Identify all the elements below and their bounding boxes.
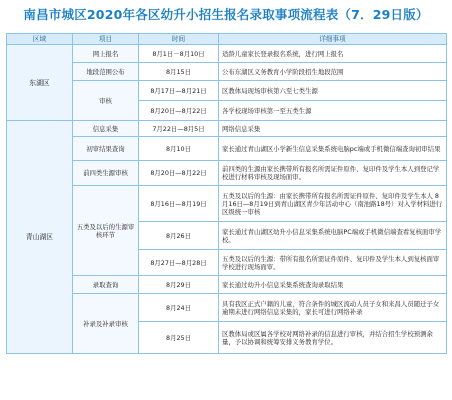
- detail-cell: 家长通过幼升小信息采集系统查询录取结果: [219, 276, 447, 294]
- header-time: 时间: [139, 34, 219, 45]
- time-cell: 8月27日—8月28日: [139, 250, 219, 276]
- time-cell: 8月1日－8月10日: [139, 45, 219, 63]
- header-area: 区域: [7, 34, 73, 45]
- item-cell: 前四类生源审核: [73, 161, 139, 186]
- page-title: 南昌市城区2020年各区幼升小招生报名录取事项流程表（7．29日版）: [23, 7, 429, 22]
- time-cell: 8月29日: [139, 276, 219, 294]
- schedule-table: [6, 33, 447, 354]
- table-row: [7, 81, 447, 101]
- table-row: [7, 121, 447, 137]
- detail-cell: 网络信息采集: [219, 121, 447, 137]
- table-row: [7, 45, 447, 63]
- detail-cell: 五类及以后的生源：由家长携带所有报名所需证件原件、复印件及学生本人 8月16日—8月19日到青山湖区青少年活动中心（南池路18号）对入学材料进行 区级统一审核: [219, 186, 447, 222]
- time-cell: 8月25日: [139, 322, 219, 354]
- table-row: [7, 137, 447, 161]
- detail-cell: 区教体局或区属各学校对网络补录的信息进行审核，并结合招生学校预测余量，予以协调和统筹安排义务教育学位。: [219, 322, 447, 354]
- detail-cell: 具有我区正式户籍的儿童，符合条件的城区流动人员子女和来昌人员随迁子女逾期未进行网络信息采集的，家长可进行网络补录: [219, 294, 447, 322]
- table-row: [7, 186, 447, 222]
- detail-cell: 家长通过青山湖区小学新生信息采集系统电脑pc端或手机微信端查询初审结果: [219, 137, 447, 161]
- item-cell: 五类及以后的生源审核环节: [73, 186, 139, 276]
- time-cell: 7月22日—8月5日: [139, 121, 219, 137]
- detail-cell: 五类及以后的生源：带所有报名所需证件原件、复印件及学生本人到复核面审学校进行现场面审。: [219, 250, 447, 276]
- time-cell: 8月26日: [139, 222, 219, 250]
- item-cell: 初审结果查询: [73, 137, 139, 161]
- table-row: [7, 276, 447, 294]
- time-cell: 8月10日: [139, 137, 219, 161]
- detail-cell: 家长通过青山湖区幼升小信息采集系统电脑PC端或手机微信端查看复核面审学校。: [219, 222, 447, 250]
- time-cell: 8月24日: [139, 294, 219, 322]
- item-cell: 补录及补录审核: [73, 294, 139, 354]
- item-cell: 网上报名: [73, 45, 139, 63]
- area-donghu: 东湖区: [7, 45, 73, 121]
- item-cell: 审核: [73, 81, 139, 121]
- header-item: 项目: [73, 34, 139, 45]
- detail-cell: 前四类的生源由家长携带所有报名所需证件原件、复印件及学生本人到登记学校进行材料审核及现场面审。: [219, 161, 447, 186]
- table-header-row: [7, 34, 447, 45]
- table-row: [7, 294, 447, 322]
- detail-cell: 区教体局现场审核第六至七类生源: [219, 81, 447, 101]
- table-row: [7, 161, 447, 186]
- time-cell: 8月16日—8月19日: [139, 186, 219, 222]
- table-row: [7, 63, 447, 81]
- time-cell: 8月15日: [139, 63, 219, 81]
- detail-cell: 公布东湖区义务教育小学阶段招生地段范围: [219, 63, 447, 81]
- item-cell: 地段范围公布: [73, 63, 139, 81]
- time-cell: 8月20日—8月22日: [139, 161, 219, 186]
- area-qingshanhu: 青山湖区: [7, 121, 73, 354]
- detail-cell: 适龄儿童家长登录报名系统，进行网上报名: [219, 45, 447, 63]
- detail-cell: 各学校现场审核第一至五类生源: [219, 101, 447, 121]
- item-cell: 录取查询: [73, 276, 139, 294]
- time-cell: 8月20日—8月22日: [139, 101, 219, 121]
- item-cell: 信息采集: [73, 121, 139, 137]
- time-cell: 8月17日—8月21日: [139, 81, 219, 101]
- header-detail: 详细事项: [219, 34, 447, 45]
